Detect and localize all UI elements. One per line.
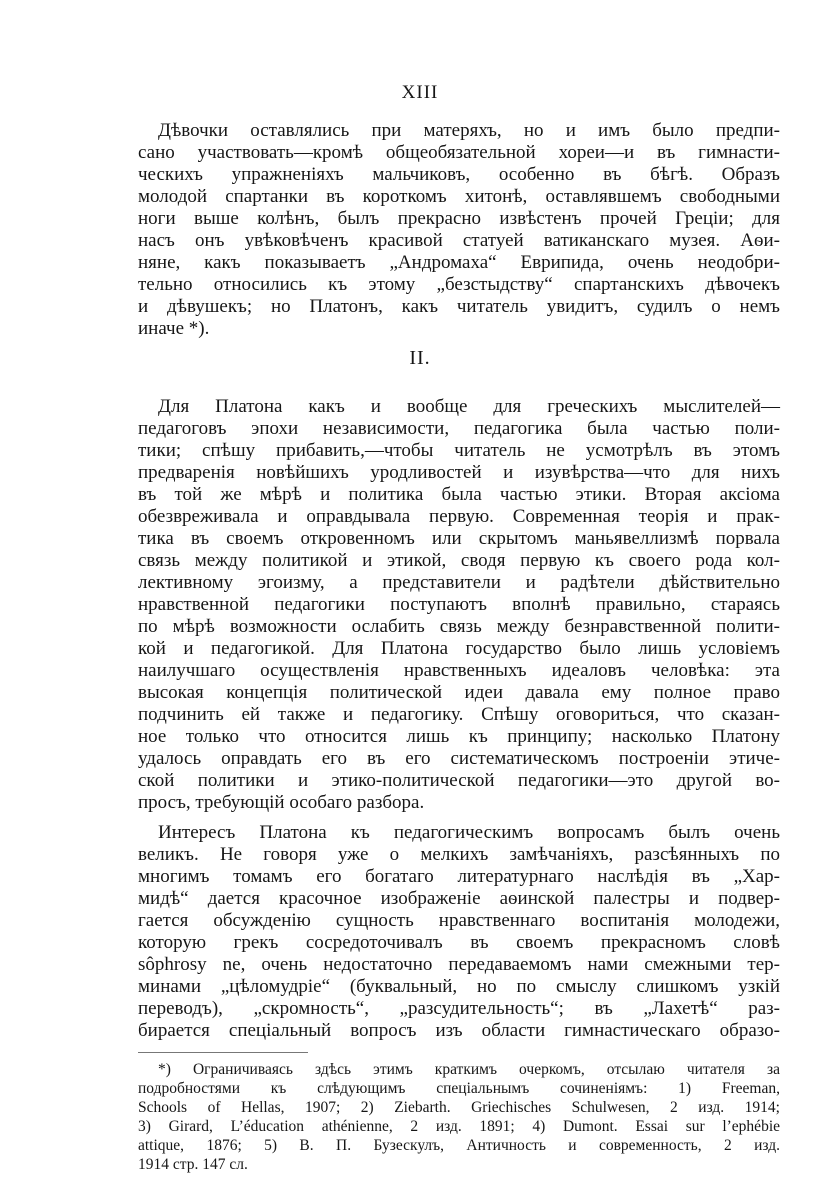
text-line: наилучшаго осуществленія нравственныхъ идеаловъ человѣка: эта	[138, 660, 780, 681]
text-line: лективному эгоизму, а представители и радѣтели дѣйствительно	[138, 572, 780, 593]
text-line: гается обсужденію сущность нравственнаго воспитанія молодежи,	[138, 910, 780, 931]
text-line: подчинить ей также и педагогику. Спѣшу оговориться, что сказан-	[138, 704, 780, 725]
text-line: няне, какъ показываетъ „Андромаха“ Еврипида, очень неодобри-	[138, 252, 780, 273]
text-line: нравственной педагогики поступаютъ вполнѣ правильно, стараясь	[138, 594, 780, 615]
text-line: многимъ томамъ его богатаго литературнаго наслѣдія въ „Хар-	[138, 866, 780, 887]
text-line: Дѣвочки оставлялись при матеряхъ, но и имъ было предпи-	[158, 120, 780, 141]
text-line: обезвреживала и оправдывала первую. Современная теорія и прак-	[138, 506, 780, 527]
text-line: иначе *).	[138, 318, 210, 339]
text-line: въ той же мѣрѣ и политика была частью этики. Вторая аксіома	[138, 484, 780, 505]
text-line: ческихъ упражненіяхъ мальчиковъ, особенно въ бѣгѣ. Образъ	[138, 164, 780, 185]
text-line: тики; спѣшу прибавить,—чтобы читатель не усмотрѣлъ въ этомъ	[138, 440, 780, 461]
footnote-line: 1914 стр. 147 сл.	[138, 1156, 248, 1173]
text-line: удалось оправдать его въ его систематическомъ построеніи этиче-	[138, 748, 780, 769]
text-line: по мѣрѣ возможности ослабить связь между безнравственной полити-	[138, 616, 780, 637]
text-line: тельно относились къ этому „безстыдству“ спартанскихъ дѣвочекъ	[138, 274, 780, 295]
text-line: которую грекъ сосредоточивалъ въ своемъ прекрасномъ словѣ	[138, 932, 780, 953]
footnote-line: Schools of Hellas, 1907; 2) Ziebarth. Griechisches Schulwesen, 2 изд. 1914;	[138, 1099, 780, 1116]
text-line: ное только что относится лишь къ принципу; насколько Платону	[138, 726, 780, 747]
text-line: sôphrosy ne, очень недостаточно передаваемомъ нами смежными тер-	[138, 954, 780, 975]
text-line: бирается спеціальный вопросъ изъ области гимнастическаго образо-	[138, 1020, 780, 1041]
text-line: предваренія новѣйшихъ уродливостей и изувѣрства—что для нихъ	[138, 462, 780, 483]
section-heading: II.	[409, 347, 431, 369]
footnote-line: attique, 1876; 5) В. П. Бузескулъ, Античность и современность, 2 изд.	[138, 1137, 780, 1154]
footnote-divider	[138, 1052, 308, 1053]
text-line: Для Платона какъ и вообще для греческихъ мыслителей—	[158, 396, 780, 417]
text-line: мидѣ“ дается красочное изображеніе аѳинской палестры и подвер-	[138, 888, 780, 909]
text-line: ской политики и этико-политической педагогики—это другой во-	[138, 770, 780, 791]
footnote-line: 3) Girard, L’éducation athénienne, 2 изд. 1891; 4) Dumont. Essai sur l’ephébie	[138, 1118, 780, 1135]
text-line: Интересъ Платона къ педагогическимъ вопросамъ былъ очень	[158, 822, 780, 843]
footnote-line: *) Ограничиваясь здѣсь этимъ краткимъ очеркомъ, отсылаю читателя за	[158, 1061, 780, 1078]
page-number: XIII	[401, 82, 439, 103]
text-line: великъ. Не говоря уже о мелкихъ замѣчаніяхъ, разсѣянныхъ по	[138, 844, 780, 865]
text-line: тика въ своемъ откровенномъ или скрытомъ маньявеллизмѣ порвала	[138, 528, 780, 549]
text-line: сано участвовать—кромѣ общеобязательной хореи—и въ гимнасти-	[138, 142, 780, 163]
text-line: насъ онъ увѣковѣченъ красивой статуей ватиканскаго музея. Аѳи-	[138, 230, 780, 251]
text-line: и дѣвушекъ; но Платонъ, какъ читатель увидитъ, судилъ о немъ	[138, 296, 780, 317]
text-line: минами „цѣломудріе“ (буквальный, но по смыслу слишкомъ узкій	[138, 976, 780, 997]
text-line: просъ, требующій особаго разбора.	[138, 792, 425, 813]
text-line: молодой спартанки въ короткомъ хитонѣ, оставлявшемъ свободными	[138, 186, 780, 207]
text-line: переводъ), „скромность“, „разсудительность“; въ „Лахетѣ“ раз-	[138, 998, 780, 1019]
text-line: связь между политикой и этикой, сводя первую къ своего рода кол-	[138, 550, 780, 571]
text-line: ноги выше колѣнъ, былъ прекрасно извѣстенъ прочей Греціи; для	[138, 208, 780, 229]
text-line: кой и педагогикой. Для Платона государство было лишь условіемъ	[138, 638, 780, 659]
footnote-line: подробностями къ слѣдующимъ спеціальнымъ сочиненіямъ: 1) Freeman,	[138, 1080, 780, 1097]
text-line: высокая концепція политической идеи давала ему полное право	[138, 682, 780, 703]
text-line: педагоговъ эпохи независимости, педагогика была частью поли-	[138, 418, 780, 439]
